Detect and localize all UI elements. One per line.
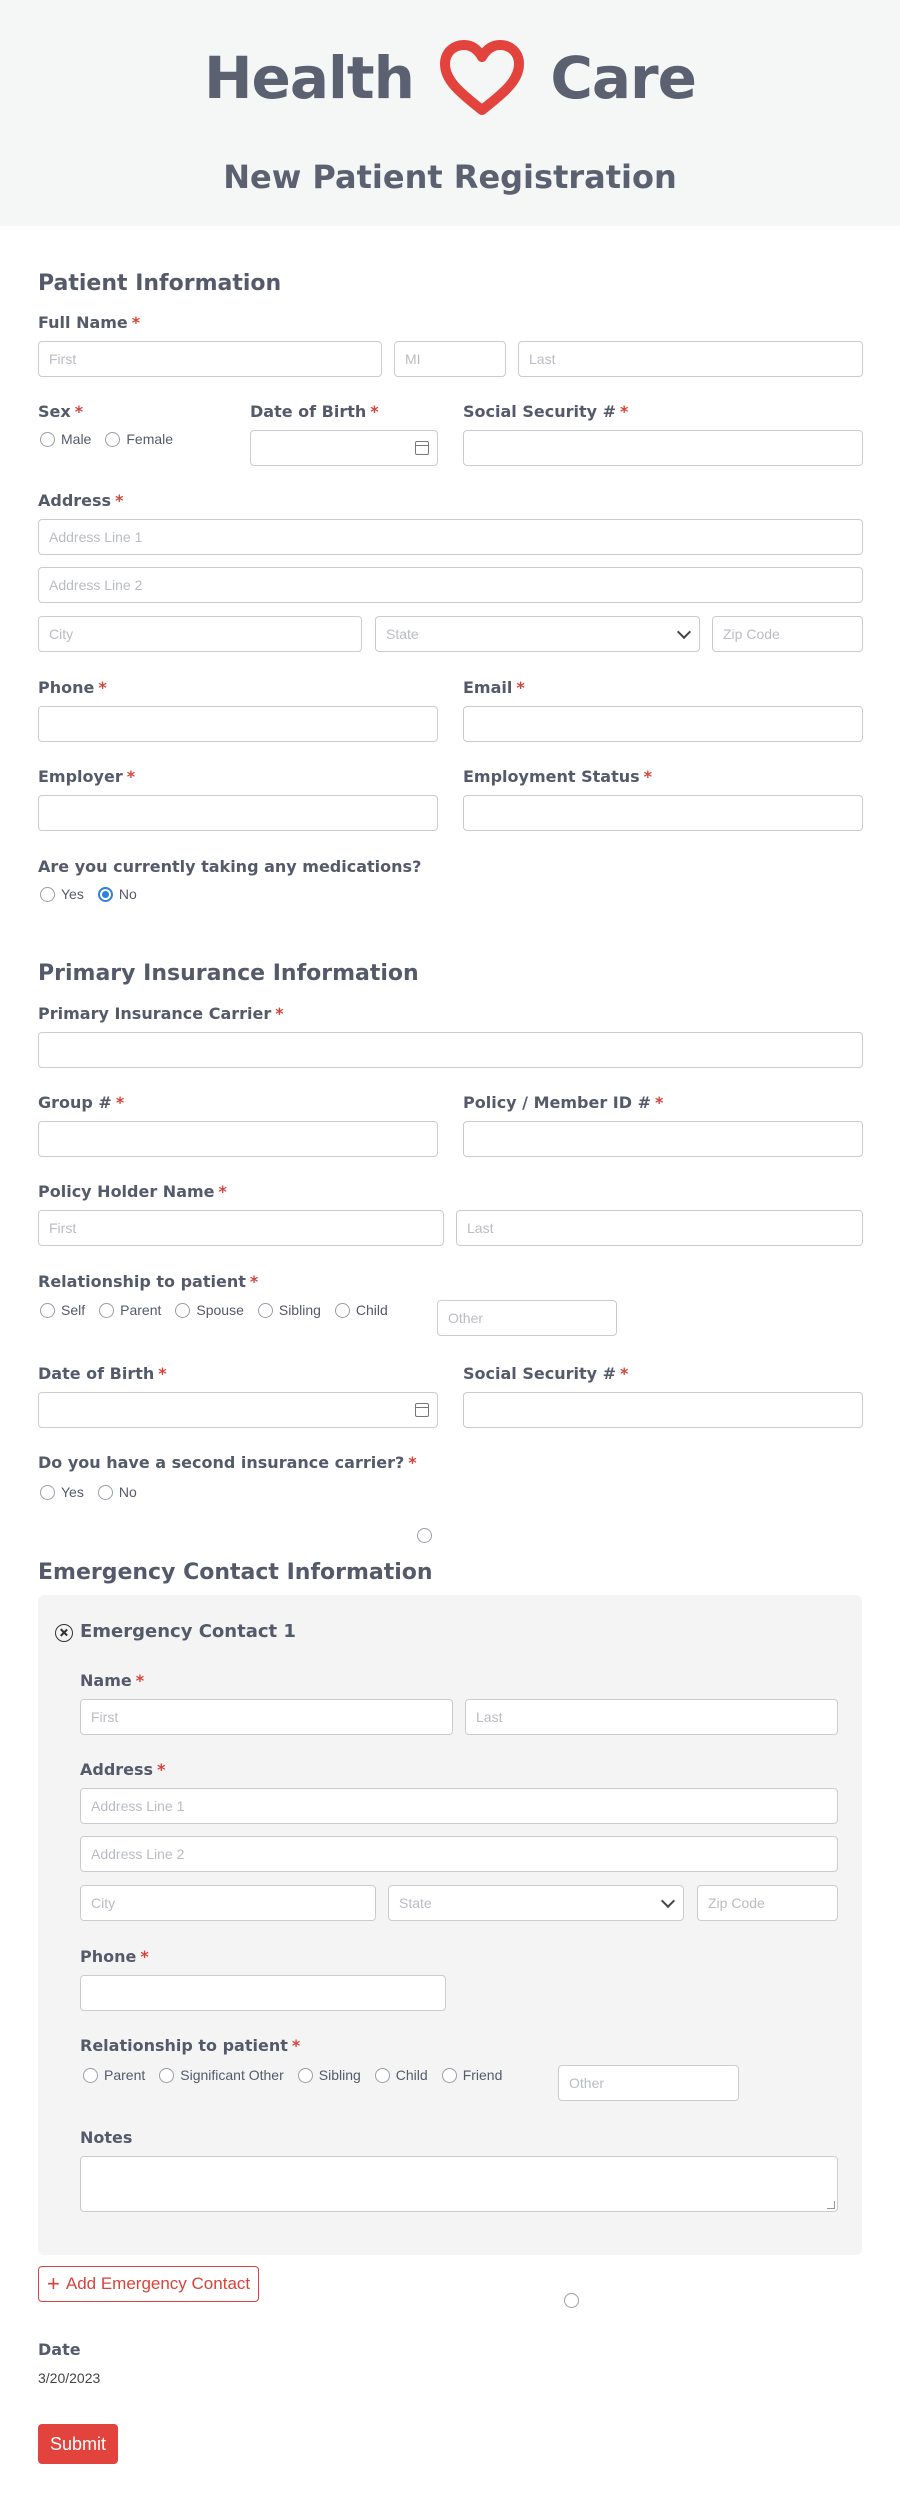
logo-word-health: Health [204, 44, 414, 112]
radio-circle[interactable] [40, 432, 55, 447]
date-value: 3/20/2023 [38, 2370, 101, 2386]
last-name-input[interactable]: Last [518, 341, 863, 377]
ec-first-input[interactable]: First [80, 1699, 453, 1735]
insurance-relationship-group [40, 1302, 402, 1318]
city-input[interactable]: City [38, 616, 362, 652]
chevron-down-icon[interactable] [661, 1894, 675, 1908]
radio-circle[interactable] [175, 1303, 190, 1318]
employer-input[interactable] [38, 795, 438, 831]
option-label: Sibling [318, 2067, 361, 2083]
radio-circle[interactable] [40, 1485, 55, 1500]
form-title: New Patient Registration [223, 158, 677, 196]
ec-rel-other-input[interactable]: Other [558, 2065, 739, 2101]
address-line2-input[interactable]: Address Line 2 [38, 567, 863, 603]
policy-id-input[interactable] [463, 1121, 863, 1157]
ec-relationship-label: Relationship to patient * [80, 2036, 301, 2055]
state-select[interactable] [375, 616, 700, 652]
holder-first-input[interactable]: First [38, 1210, 444, 1246]
ec-rel-child-option[interactable] [375, 2067, 428, 2083]
add-contact-label: Add Emergency Contact [65, 2274, 251, 2293]
sex-label: Sex * [38, 402, 84, 421]
email-label: Email * [463, 678, 525, 697]
radio-circle[interactable] [98, 1485, 113, 1500]
resize-handle-icon[interactable] [827, 2201, 835, 2209]
rel-child-option[interactable] [335, 1302, 388, 1318]
ec-rel-other-radio[interactable] [564, 2293, 579, 2308]
patient-section-title: Patient Information [38, 271, 282, 296]
ec-last-input[interactable]: Last [465, 1699, 838, 1735]
radio-circle[interactable] [40, 887, 55, 902]
option-label: Child [395, 2067, 428, 2083]
relationship-label: Relationship to patient * [38, 1272, 259, 1291]
option-label: Sibling [278, 1302, 321, 1318]
submit-button[interactable]: Submit [38, 2424, 118, 2464]
employment-status-input[interactable] [463, 795, 863, 831]
ec-address-label: Address * [80, 1760, 166, 1779]
radio-circle[interactable] [83, 2068, 98, 2083]
state-placeholder: State [386, 626, 419, 642]
calendar-icon[interactable] [415, 1403, 429, 1417]
ec-zip-input[interactable]: Zip Code [697, 1885, 838, 1921]
option-label: Parent [120, 1302, 162, 1318]
ec-rel-significant-other-option[interactable] [159, 2067, 284, 2083]
sex-radio-group [40, 431, 187, 447]
second-yes-option[interactable] [40, 1484, 84, 1500]
logo-word-care: Care [550, 44, 696, 112]
phone-label: Phone * [38, 678, 107, 697]
second-insurance-label: Do you have a second insurance carrier? * [38, 1453, 417, 1472]
state-placeholder: State [399, 1895, 432, 1911]
radio-circle[interactable] [99, 1303, 114, 1318]
group-input[interactable] [38, 1121, 438, 1157]
option-label: Parent [104, 2067, 146, 2083]
option-label: Significant Other [180, 2067, 284, 2083]
holder-last-input[interactable]: Last [456, 1210, 863, 1246]
option-label: Male [61, 431, 92, 447]
ec-rel-parent-option[interactable] [83, 2067, 145, 2083]
carrier-input[interactable] [38, 1032, 863, 1068]
option-label: Yes [61, 886, 84, 902]
holder-dob-label: Date of Birth * [38, 1364, 167, 1383]
medications-yes-option[interactable] [40, 886, 84, 902]
page-header [0, 0, 900, 226]
emergency-contact-title: Emergency Contact 1 [80, 1621, 296, 1642]
date-label: Date [38, 2340, 81, 2359]
option-label: No [118, 1484, 137, 1500]
medications-label: Are you currently taking any medications? [38, 857, 422, 876]
full-name-label: Full Name * [38, 313, 141, 332]
radio-circle[interactable] [375, 2068, 390, 2083]
ec-phone-label: Phone * [80, 1947, 149, 1966]
second-insurance-radio-group [40, 1484, 151, 1500]
insurance-section-title: Primary Insurance Information [38, 961, 419, 986]
logo [0, 40, 900, 116]
option-label: No [118, 886, 137, 902]
plus-icon: + [47, 2271, 60, 2296]
address-line1-input[interactable]: Address Line 1 [38, 519, 863, 555]
radio-circle[interactable] [298, 2068, 313, 2083]
zip-input[interactable]: Zip Code [712, 616, 863, 652]
holder-dob-input[interactable] [38, 1392, 438, 1428]
employer-label: Employer * [38, 767, 136, 786]
ec-name-label: Name * [80, 1671, 145, 1690]
option-label: Spouse [196, 1302, 244, 1318]
rel-sibling-option[interactable] [258, 1302, 321, 1318]
policy-holder-label: Policy Holder Name * [38, 1182, 227, 1201]
rel-parent-option[interactable] [99, 1302, 161, 1318]
radio-circle[interactable] [442, 2068, 457, 2083]
option-label: Female [126, 431, 174, 447]
middle-initial-input[interactable]: MI [394, 341, 506, 377]
close-icon[interactable] [55, 1624, 73, 1642]
holder-ssn-label: Social Security # * [463, 1364, 629, 1383]
option-label: Yes [61, 1484, 84, 1500]
second-no-option[interactable] [98, 1484, 137, 1500]
option-label: Friend [462, 2067, 503, 2083]
ec-city-input[interactable]: City [80, 1885, 376, 1921]
rel-other-input[interactable]: Other [437, 1300, 617, 1336]
carrier-label: Primary Insurance Carrier * [38, 1004, 284, 1023]
heart-icon [439, 40, 525, 116]
emergency-section-title: Emergency Contact Information [38, 1560, 433, 1585]
employment-status-label: Employment Status * [463, 767, 652, 786]
add-emergency-contact-button[interactable] [38, 2266, 259, 2302]
group-label: Group # * [38, 1093, 125, 1112]
medications-radio-group [40, 886, 151, 902]
sex-female-option[interactable] [105, 431, 173, 447]
phone-input[interactable] [38, 706, 438, 742]
holder-ssn-input[interactable] [463, 1392, 863, 1428]
ec-rel-sibling-option[interactable] [298, 2067, 361, 2083]
ec-address-line2-input[interactable]: Address Line 2 [80, 1836, 838, 1872]
ec-notes-label: Notes [80, 2128, 133, 2147]
chevron-down-icon[interactable] [677, 625, 691, 639]
email-input[interactable] [463, 706, 863, 742]
ec-state-select[interactable] [388, 1885, 684, 1921]
radio-circle[interactable] [40, 1303, 55, 1318]
policy-id-label: Policy / Member ID # * [463, 1093, 664, 1112]
option-label: Self [61, 1302, 86, 1318]
ec-phone-input[interactable] [80, 1975, 446, 2011]
rel-spouse-option[interactable] [175, 1302, 243, 1318]
address-label: Address * [38, 491, 124, 510]
ssn-label: Social Security # * [463, 402, 629, 421]
radio-circle[interactable] [258, 1303, 273, 1318]
first-name-input[interactable]: First [38, 341, 382, 377]
radio-circle[interactable] [159, 2068, 174, 2083]
ec-rel-friend-option[interactable] [442, 2067, 503, 2083]
rel-other-radio[interactable] [417, 1528, 432, 1543]
calendar-icon[interactable] [415, 441, 429, 455]
option-label: Child [355, 1302, 388, 1318]
dob-input[interactable] [250, 430, 438, 466]
rel-self-option[interactable] [40, 1302, 85, 1318]
radio-circle-checked[interactable] [98, 887, 113, 902]
ec-address-line1-input[interactable]: Address Line 1 [80, 1788, 838, 1824]
medications-no-option[interactable] [98, 886, 137, 902]
ec-notes-textarea[interactable] [80, 2156, 838, 2212]
radio-circle[interactable] [105, 432, 120, 447]
radio-circle[interactable] [335, 1303, 350, 1318]
dob-label: Date of Birth * [250, 402, 379, 421]
sex-male-option[interactable] [40, 431, 91, 447]
ssn-input[interactable] [463, 430, 863, 466]
ec-relationship-group [83, 2067, 516, 2083]
